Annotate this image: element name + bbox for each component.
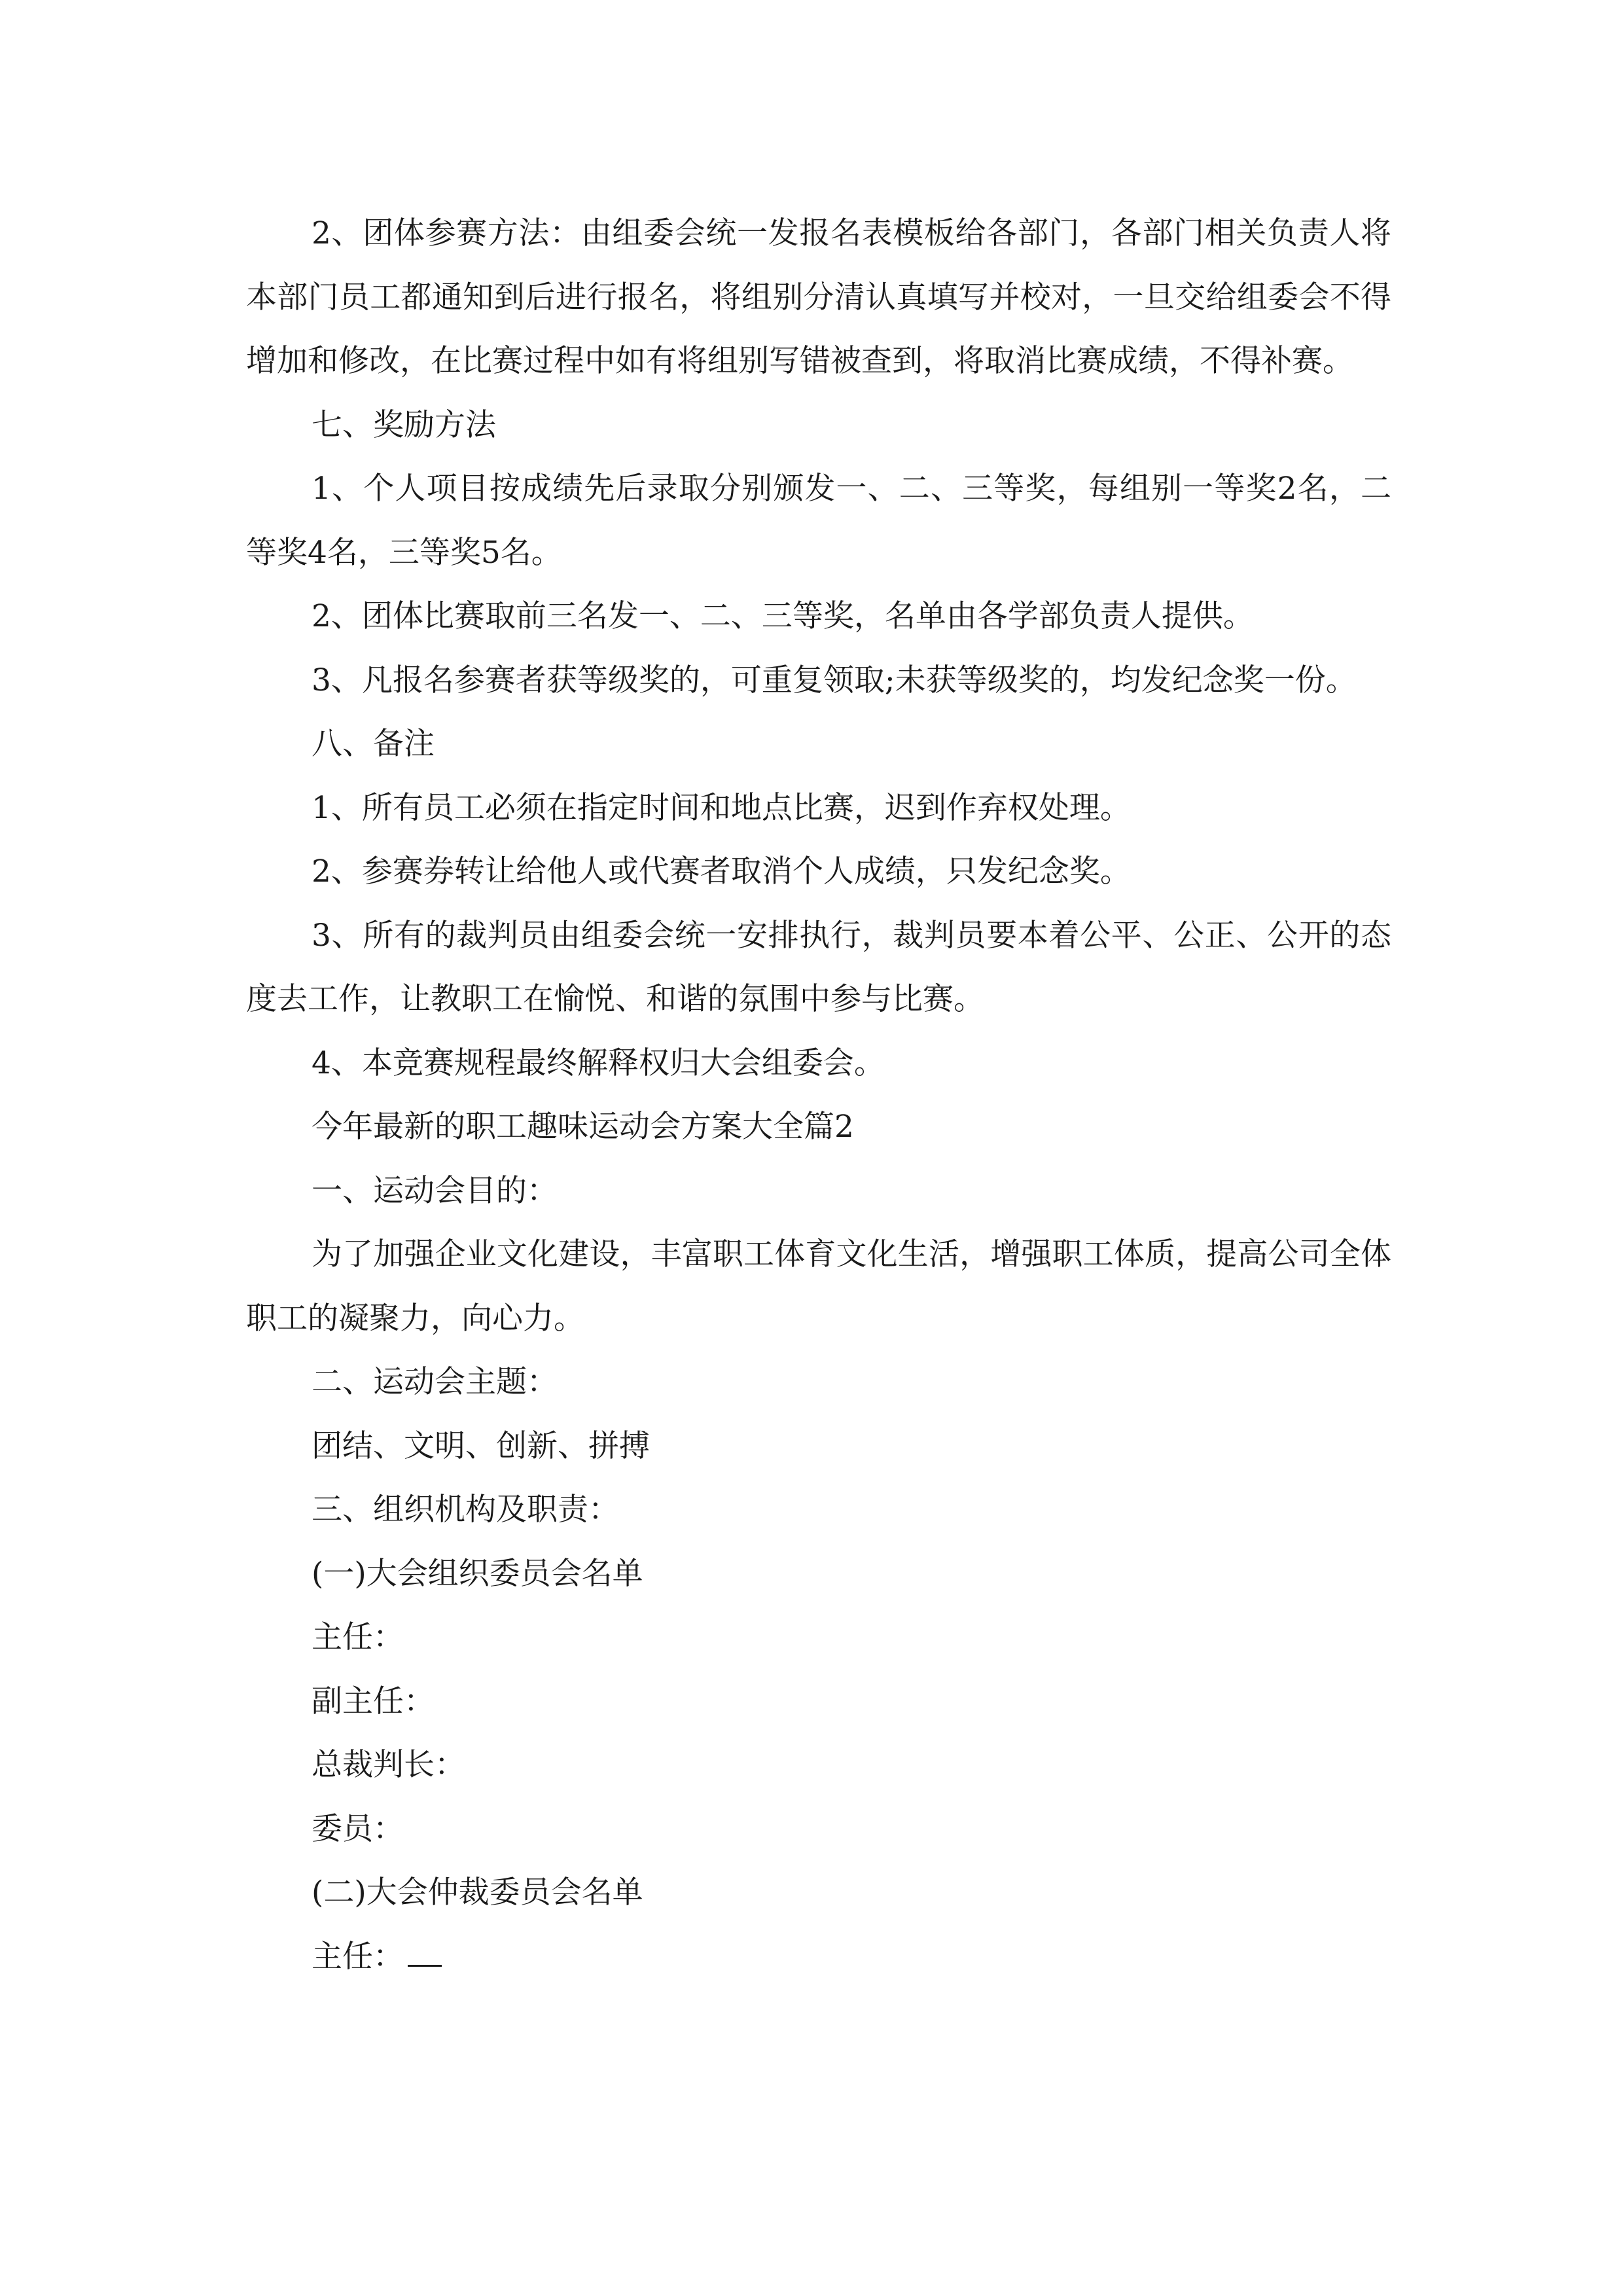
field-members: 委员： bbox=[312, 1810, 404, 1847]
paragraph-team-awards: 2、团体比赛取前三名发一、二、三等奖，名单由各学部负责人提供。 bbox=[312, 598, 1254, 634]
heading-award-method: 七、奖励方法 bbox=[312, 406, 496, 443]
heading-organizing-committee: (一)大会组织委员会名单 bbox=[312, 1555, 643, 1592]
paragraph-theme: 团结、文明、创新、拼搏 bbox=[312, 1427, 650, 1464]
heading-remarks: 八、备注 bbox=[312, 726, 435, 762]
heading-arbitration-committee: (二)大会仲裁委员会名单 bbox=[312, 1874, 643, 1910]
paragraph-remark-4: 4、本竞赛规程最终解释权归大会组委会。 bbox=[312, 1045, 885, 1081]
heading-theme: 二、运动会主题： bbox=[312, 1364, 558, 1400]
field-director: 主任： bbox=[312, 1619, 404, 1655]
paragraph-remark-3: 3、所有的裁判员由组委会统一安排执行，裁判员要本着公平、公正、公开的态度去工作，让教职工在愉悦、和谐的氛围中参与比赛。 bbox=[246, 917, 1391, 1017]
paragraph-repeat-awards: 3、凡报名参赛者获等级奖的，可重复领取;未获等级奖的，均发纪念奖一份。 bbox=[312, 662, 1357, 698]
field-arbitration-director bbox=[246, 1925, 1391, 1989]
paragraph-remark-1: 1、所有员工必须在指定时间和地点比赛，迟到作弃权处理。 bbox=[312, 789, 1131, 826]
paragraph-remark-2: 2、参赛券转让给他人或代赛者取消个人成绩，只发纪念奖。 bbox=[312, 853, 1131, 889]
paragraph-purpose: 为了加强企业文化建设，丰富职工体育文化生活，增强职工体质，提高公司全体职工的凝聚力，向心力。 bbox=[246, 1236, 1391, 1336]
field-deputy-director: 副主任： bbox=[312, 1683, 435, 1719]
heading-purpose: 一、运动会目的： bbox=[312, 1172, 558, 1209]
paragraph-individual-awards: 1、个人项目按成绩先后录取分别颁发一、二、三等奖，每组别一等奖2名，二等奖4名，三等奖5名。 bbox=[246, 471, 1391, 571]
heading-organization: 三、组织机构及职责： bbox=[312, 1492, 619, 1528]
document-body bbox=[246, 202, 1391, 1988]
field-arbitration-director-label: 主任： bbox=[312, 1938, 404, 1975]
paragraph-team-registration: 2、团体参赛方法：由组委会统一发报名表模板给各部门，各部门相关负责人将本部门员工都通知到后进行报名，将组别分清认真填写并校对，一旦交给组委会不得增加和修改，在比赛过程中如有将组别写错被查到，将取消比赛成绩，不得补赛。 bbox=[246, 215, 1391, 379]
section-title-part-2: 今年最新的职工趣味运动会方案大全篇2 bbox=[312, 1109, 854, 1145]
blank-underline bbox=[408, 1939, 442, 1967]
field-chief-referee: 总裁判长： bbox=[312, 1747, 465, 1783]
